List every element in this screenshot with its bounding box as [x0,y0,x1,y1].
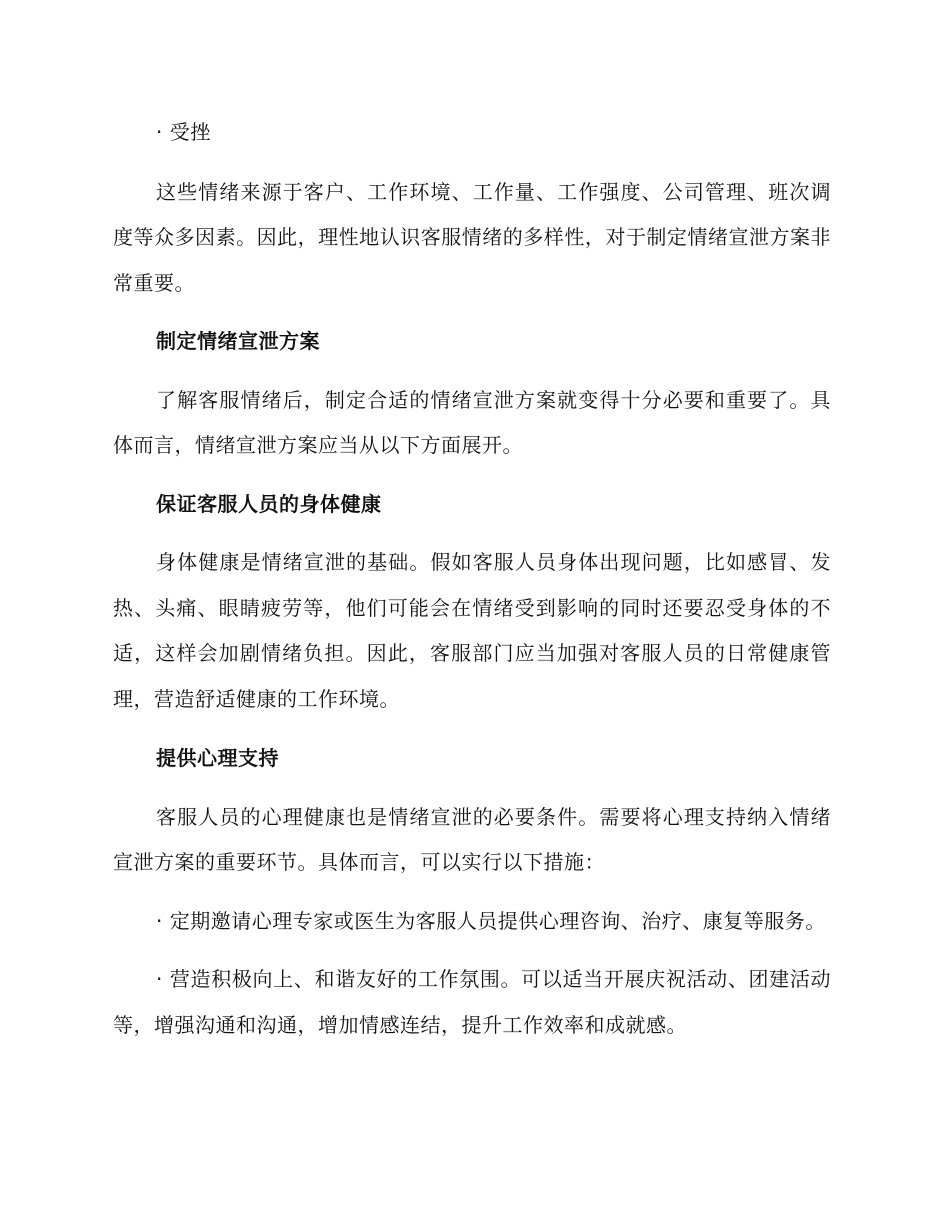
heading-physical-health: 保证客服人员的身体健康 [156,491,382,516]
bullet-item-frustration: · 受挫 [156,120,211,144]
heading-venting-plan: 制定情绪宣泄方案 [156,329,320,353]
document-body [113,110,831,1048]
bullet-item-counseling: · 定期邀请心理专家或医生为客服人员提供心理咨询、治疗、康复等服务。 [156,908,826,933]
bullet-item-atmosphere: · 营造积极向上、和谐友好的工作氛围。可以适当开展庆祝活动、团建活动等，增强沟通和沟通，增加情感连结，提升工作效率和成就感。 [113,967,831,1037]
heading-psychological-support: 提供心理支持 [156,746,279,770]
paragraph-emotion-sources: 这些情绪来源于客户、工作环境、工作量、工作强度、公司管理、班次调度等众多因素。因此，理性地认识客服情绪的多样性，对于制定情绪宣泄方案非常重要。 [113,179,831,295]
paragraph-physical-health: 身体健康是情绪宣泄的基础。假如客服人员身体出现问题，比如感冒、发热、头痛、眼睛疲劳等，他们可能会在情绪受到影响的同时还要忍受身体的不适，这样会加剧情绪负担。因此，客服部门应当加强对客服人员的日常健康管理，营造舒适健康的工作环境。 [113,550,831,711]
paragraph-psychological-support: 客服人员的心理健康也是情绪宣泄的必要条件。需要将心理支持纳入情绪宣泄方案的重要环节。具体而言，可以实行以下措施： [113,804,831,874]
paragraph-plan-intro: 了解客服情绪后，制定合适的情绪宣泄方案就变得十分必要和重要了。具体而言，情绪宣泄方案应当从以下方面展开。 [113,387,831,457]
